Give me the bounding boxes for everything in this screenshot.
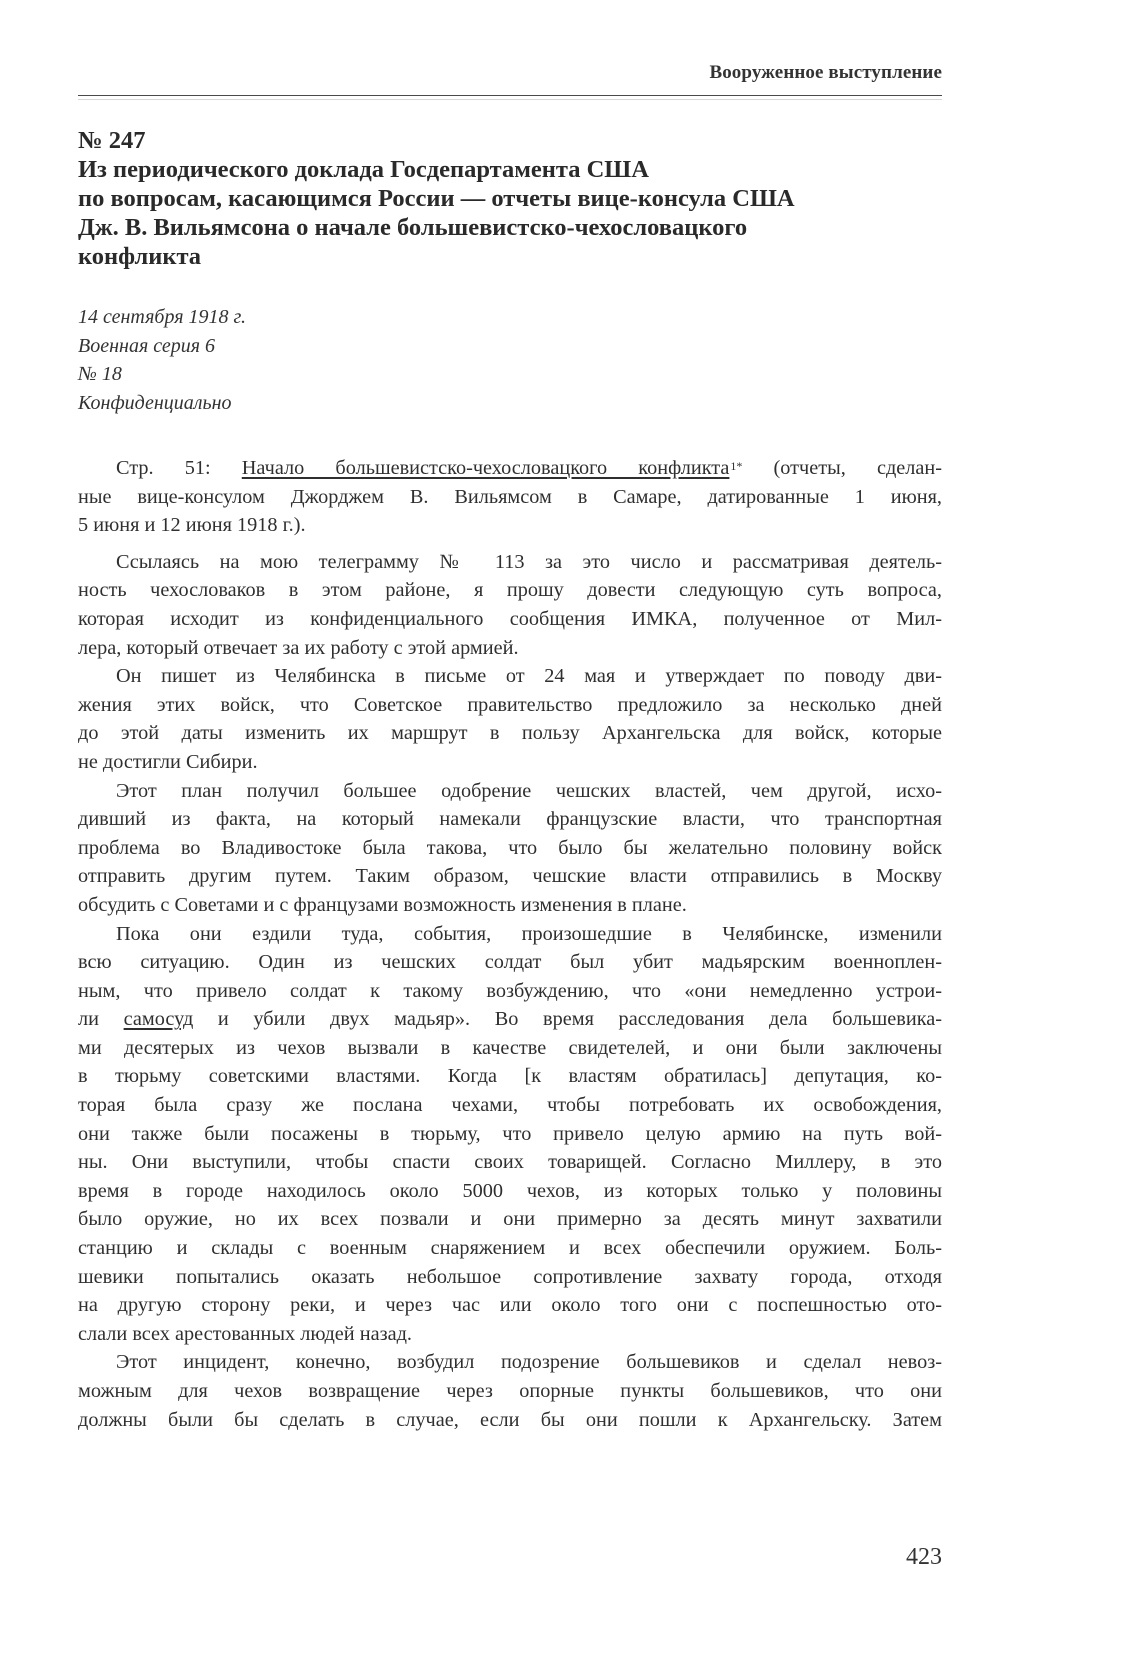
paragraph-line: в тюрьму советскими властями. Когда [к властям обратилась] депутация, ко- <box>78 1065 942 1088</box>
document-title-line: Дж. В. Вильямсона о начале большевистско-чехословацкого <box>78 214 748 241</box>
section-title-underlined: Начало большевистско-чехословацкого конфликта <box>241 457 730 479</box>
paragraph-line: которая исходит из конфиденциального сообщения ИМКА, полученное от Мил- <box>78 607 942 630</box>
paragraph-line: Этот план получил большее одобрение чешских властей, чем другой, исхо- <box>116 779 942 802</box>
paragraph-line: проблема во Владивостоке была такова, что было бы желательно половину войск <box>78 836 942 859</box>
paragraph-line: ми десятерых из чехов вызвали в качестве свидетелей, и они были заключены <box>78 1036 942 1059</box>
paragraph-text: (отчеты, сделан- <box>742 457 942 479</box>
document-page <box>78 0 942 1673</box>
paragraph-line <box>78 454 942 483</box>
paragraph-line: можным для чехов возвращение через опорные пункты большевиков, что они <box>78 1380 942 1402</box>
paragraph-line: обсудить с Советами и с французами возможность изменения в плане. <box>78 893 687 916</box>
underlined-term: самосуд <box>123 1008 194 1031</box>
paragraph-line: не достигли Сибири. <box>78 750 258 773</box>
body-text <box>78 454 942 1434</box>
paragraph-line: жения этих войск, что Советское правительство предложило за несколько дней <box>78 693 942 716</box>
header-rule <box>78 95 942 96</box>
document-series: Военная серия 6 <box>78 334 216 357</box>
document-date: 14 сентября 1918 г. <box>78 306 247 328</box>
paragraph-line: ны. Они выступили, чтобы спасти своих товарищей. Согласно Миллеру, в это <box>78 1151 942 1174</box>
paragraph-line: они также были посажены в тюрьму, что привело целую армию на путь вой- <box>78 1122 942 1145</box>
paragraph-line: дивший из факта, на который намекали французские власти, что транспортная <box>78 808 942 831</box>
paragraph-line <box>78 1005 942 1034</box>
document-metadata <box>78 303 246 417</box>
paragraph-text: и убили двух мадьяр». Во время расследования дела большевика- <box>193 1008 942 1031</box>
paragraph-line: слали всех арестованных людей назад. <box>78 1322 412 1345</box>
document-title-line: конфликта <box>78 243 202 270</box>
paragraph-line: станцию и склады с военным снаряжением и всех обеспечили оружием. Боль- <box>78 1237 942 1260</box>
document-classification: Конфиденциально <box>78 391 232 414</box>
paragraph-line: ность чехословаков в этом районе, я прошу довести следующую суть вопроса, <box>78 579 942 602</box>
document-heading <box>78 126 942 271</box>
paragraph-line: ные вице-консулом Джорджем В. Вильямсом в Самаре, датированные 1 июня, <box>78 485 942 508</box>
document-number: № 247 <box>78 127 146 154</box>
footnote-marker: 1* <box>730 459 743 473</box>
paragraph-line: время в городе находилось около 5000 чехов, из которых только у половины <box>78 1179 942 1202</box>
paragraph-line: Этот инцидент, конечно, возбудил подозрение большевиков и сделал невоз- <box>116 1351 942 1374</box>
document-title-line: Из периодического доклада Госдепартамента США <box>78 156 649 183</box>
paragraph-line: шевики попытались оказать небольшое сопротивление захвату города, отходя <box>78 1265 942 1288</box>
paragraph-line: Ссылаясь на мою телеграмму № 113 за это число и рассматривая деятель- <box>116 550 942 573</box>
page-number: 423 <box>906 1544 942 1570</box>
page-reference: Стр. 51: <box>116 457 242 479</box>
paragraph-line: на другую сторону реки, и через час или около того они с поспешностью ото- <box>78 1294 942 1317</box>
paragraph-line: было оружие, но их всех позвали и они примерно за десять минут захватили <box>78 1208 942 1231</box>
paragraph-line: Он пишет из Челябинска в письме от 24 мая и утверждает по поводу дви- <box>116 665 942 688</box>
paragraph-gap <box>78 540 942 548</box>
paragraph-line: 5 июня и 12 июня 1918 г.). <box>78 514 306 537</box>
paragraph-line: должны были бы сделать в случае, если бы они пошли к Архангельску. Затем <box>78 1408 942 1431</box>
document-series-number: № 18 <box>78 363 122 385</box>
paragraph-line: лера, который отвечает за их работу с этой армией. <box>78 636 519 659</box>
paragraph-line: торая была сразу же послана чехами, чтобы потребовать их освобождения, <box>78 1094 942 1117</box>
paragraph-line: Пока они ездили туда, события, произошедшие в Челябинске, изменили <box>116 922 942 945</box>
document-title-line: по вопросам, касающимся России — отчеты вице-консула США <box>78 185 795 212</box>
paragraph-text: ли <box>78 1008 124 1031</box>
paragraph-line: всю ситуацию. Один из чешских солдат был убит мадьярским военноплен- <box>78 951 942 974</box>
paragraph-line: ным, что привело солдат к такому возбуждению, что «они немедленно устрои- <box>78 979 942 1002</box>
running-head: Вооруженное выступление <box>709 62 942 83</box>
paragraph-line: отправить другим путем. Таким образом, чешские власти отправились в Москву <box>78 865 942 888</box>
paragraph-line: до этой даты изменить их маршрут в пользу Архангельска для войск, которые <box>78 722 942 745</box>
